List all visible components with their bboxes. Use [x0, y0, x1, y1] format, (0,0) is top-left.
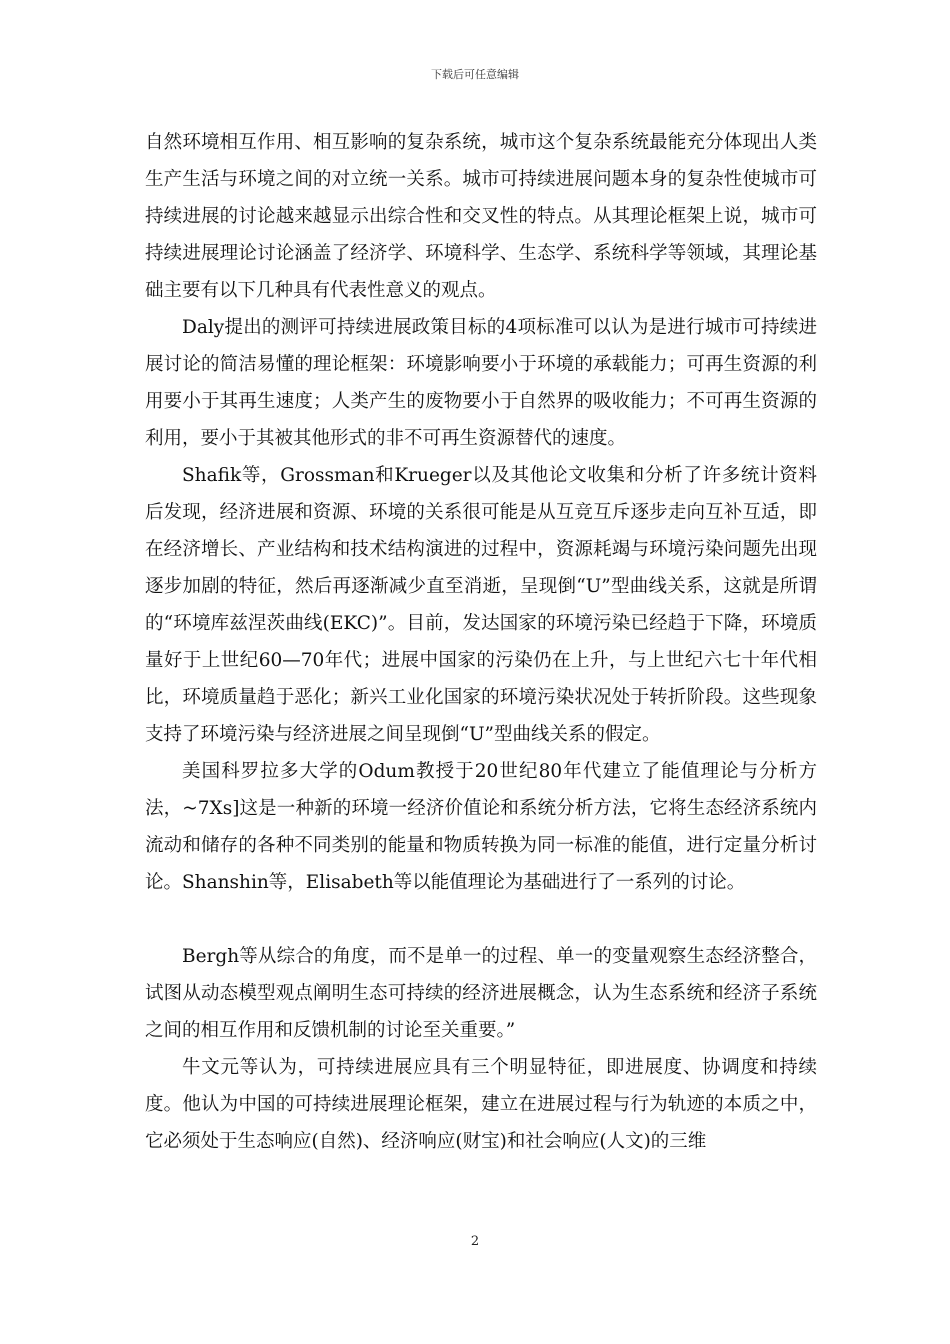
paragraph-6: 牛文元等认为，可持续进展应具有三个明显特征，即进展度、协调度和持续度。他认为中国的可持续进展理论框架，建立在进展过程与行为轨迹的本质之中，它必须处于生态响应(自然)、经济响应(财宝)和社会响应(人文)的三维 [145, 1057, 817, 1152]
paragraph-3: Shafik等，Grossman和Krueger以及其他论文收集和分析了许多统计资料后发现，经济进展和资源、环境的关系很可能是从互竞互斥逐步走向互补互适，即在经济增长、产业结构和技术结构演进的过程中，资源耗竭与环境污染问题先出现逐步加剧的特征，然后再逐渐减少直至消逝，呈现倒“U”型曲线关系，这就是所谓的“环境库兹涅茨曲线(EKC)”。目前，发达国家的环境污染已经趋于下降，环境质量好于上世纪60—70年代；进展中国家的污染仍在上升，与上世纪六七十年代相比，环境质量趋于恶化；新兴工业化国家的环境污染状况处于转折阶段。这些现象支持了环境污染与经济进展之间呈现倒“U”型曲线关系的假定。 [145, 465, 817, 745]
paragraph-1: 自然环境相互作用、相互影响的复杂系统，城市这个复杂系统最能充分体现出人类生产生活与环境之间的对立统一关系。城市可持续进展问题本身的复杂性使城市可持续进展的讨论越来越显示出综合性和交叉性的特点。从其理论框架上说，城市可持续进展理论讨论涵盖了经济学、环境科学、生态学、系统科学等领域，其理论基础主要有以下几种具有代表性意义的观点。 [145, 132, 817, 301]
paragraph-4: 美国科罗拉多大学的Odum教授于20世纪80年代建立了能值理论与分析方法，~7Xs]这是一种新的环境一经济价值论和系统分析方法，它将生态经济系统内流动和储存的各种不同类别的能量和物质转换为同一标准的能值，进行定量分析讨论。Shanshin等，Elisabeth等以能值理论为基础进行了一系列的讨论。 [145, 761, 817, 893]
page-header: 下载后可任意编辑 [431, 68, 519, 81]
paragraph-2: Daly提出的测评可持续进展政策目标的4项标准可以认为是进行城市可持续进展讨论的简洁易懂的理论框架：环境影响要小于环境的承载能力；可再生资源的利用要小于其再生速度；人类产生的废物要小于自然界的吸收能力；不可再生资源的利用，要小于其被其他形式的非不可再生资源替代的速度。 [145, 317, 817, 449]
page-number: 2 [470, 1234, 480, 1249]
paragraph-5: Bergh等从综合的角度，而不是单一的过程、单一的变量观察生态经济整合，试图从动态模型观点阐明生态可持续的经济进展概念，认为生态系统和经济子系统之间的相互作用和反馈机制的讨论至关重要。” [145, 946, 817, 1041]
document-body [145, 124, 817, 1160]
